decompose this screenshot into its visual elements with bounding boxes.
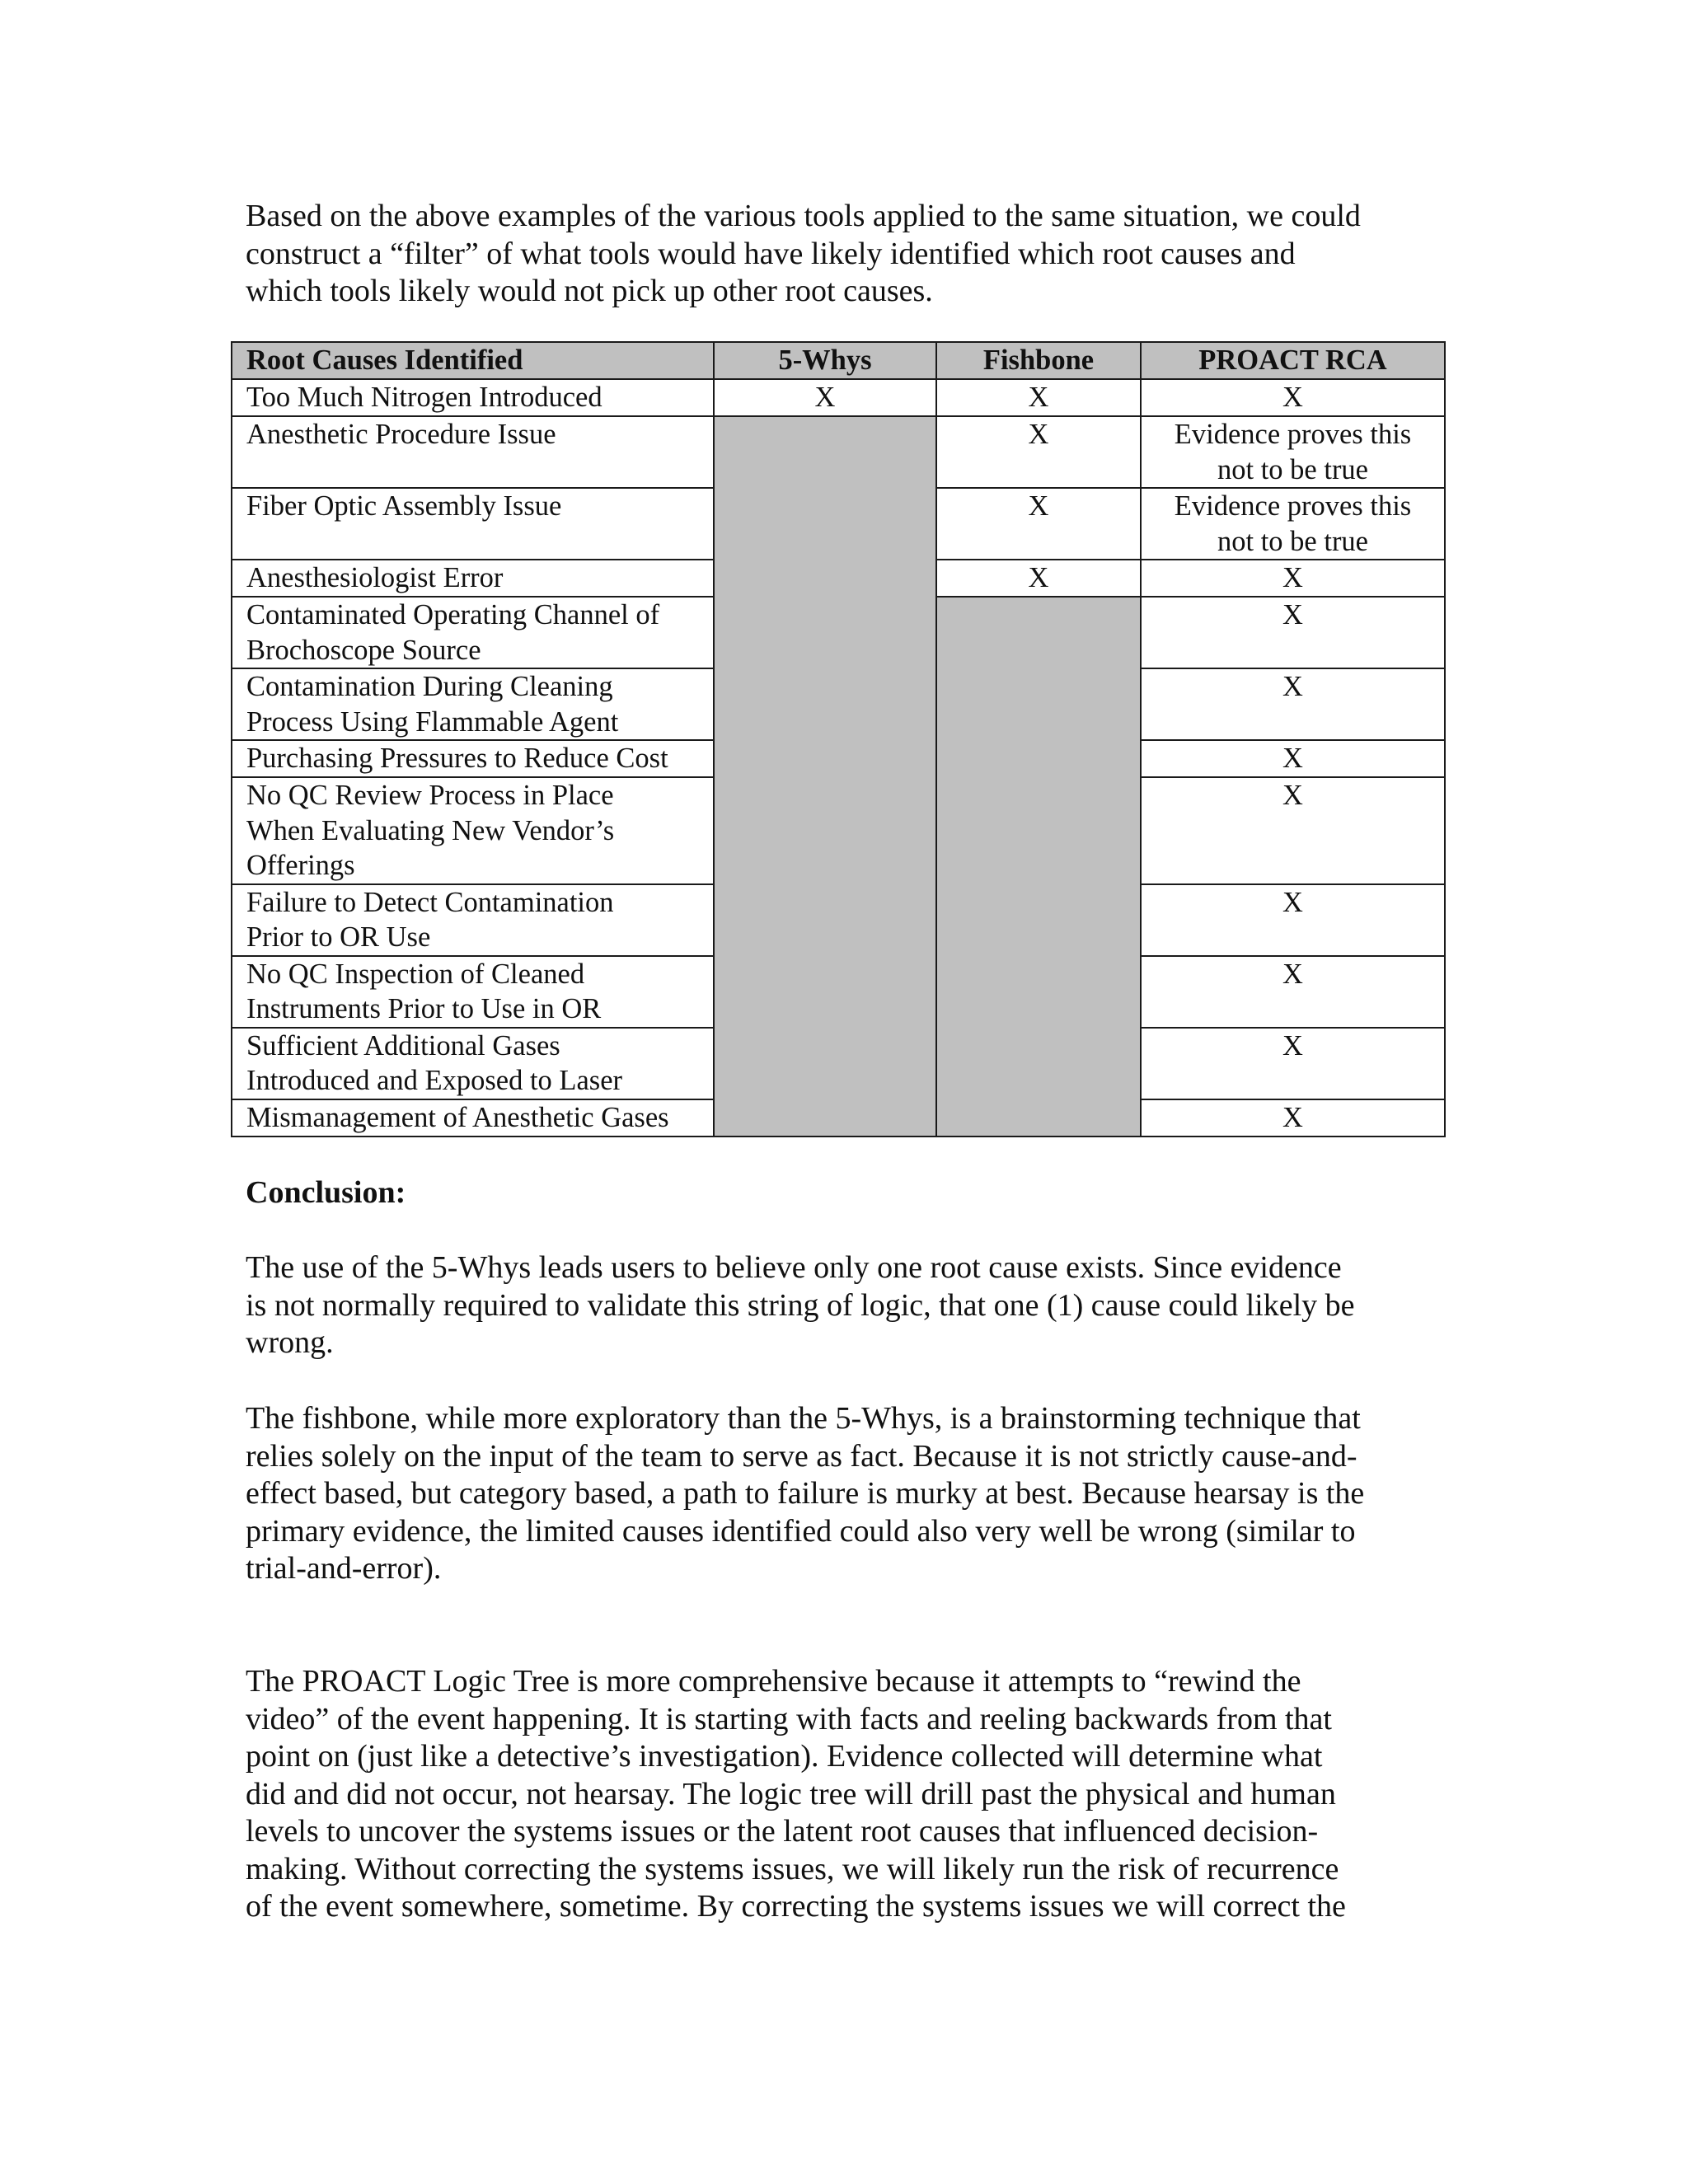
five-whys-paragraph xyxy=(246,1249,1449,1362)
proact-cell xyxy=(1141,560,1445,597)
five-whys-cell: X xyxy=(714,379,936,416)
paragraph-line: The use of the 5-Whys leads users to believe only one root cause exists. Since evidence xyxy=(246,1250,1342,1285)
proact-cell xyxy=(1141,488,1445,560)
proact-text: X xyxy=(1282,1101,1303,1133)
proact-text: Evidence proves this xyxy=(1174,490,1412,522)
paragraph-line: The PROACT Logic Tree is more comprehensive because it attempts to “rewind the xyxy=(246,1664,1301,1699)
intro-paragraph xyxy=(246,198,1449,311)
proact-cell xyxy=(1141,884,1445,956)
cause-text: Contamination During Cleaning xyxy=(246,671,613,702)
fishbone-cell: X xyxy=(936,488,1141,560)
cause-cell xyxy=(232,668,714,740)
table-row xyxy=(232,416,1445,488)
cause-text: Prior to OR Use xyxy=(246,921,431,953)
paragraph-line: video” of the event happening. It is starting with facts and reeling backwards from that xyxy=(246,1701,1332,1736)
fishbone-paragraph xyxy=(246,1400,1449,1588)
proact-cell xyxy=(1141,416,1445,488)
proact-text: not to be true xyxy=(1217,525,1368,557)
cause-text: When Evaluating New Vendor’s xyxy=(246,814,615,846)
proact-cell xyxy=(1141,740,1445,777)
root-cause-table xyxy=(231,341,1446,1137)
paragraph-line: relies solely on the input of the team to serve as fact. Because it is not strictly cause-and- xyxy=(246,1438,1357,1474)
paragraph-line: of the event somewhere, sometime. By correcting the systems issues we will correct the xyxy=(246,1889,1346,1924)
cause-text: Anesthesiologist Error xyxy=(246,562,504,593)
paragraph-line: primary evidence, the limited causes identified could also very well be wrong (similar to xyxy=(246,1513,1356,1549)
proact-text: X xyxy=(1282,886,1303,918)
proact-cell xyxy=(1141,379,1445,416)
header-proact-rca: PROACT RCA xyxy=(1141,342,1445,379)
cause-cell xyxy=(232,560,714,597)
proact-cell xyxy=(1141,956,1445,1028)
proact-cell xyxy=(1141,1028,1445,1099)
cause-text: Mismanagement of Anesthetic Gases xyxy=(246,1101,669,1133)
cause-text: Contaminated Operating Channel of xyxy=(246,599,660,630)
cause-text: No QC Inspection of Cleaned xyxy=(246,958,585,990)
proact-text: not to be true xyxy=(1217,453,1368,485)
paragraph-line: levels to uncover the systems issues or the latent root causes that influenced decision- xyxy=(246,1814,1319,1849)
paragraph-line: point on (just like a detective’s investigation). Evidence collected will determine what xyxy=(246,1739,1323,1774)
proact-text: Evidence proves this xyxy=(1174,419,1412,450)
proact-cell xyxy=(1141,597,1445,668)
paragraph-line: is not normally required to validate this string of logic, that one (1) cause could likely be xyxy=(246,1287,1355,1323)
table-row xyxy=(232,379,1445,416)
fishbone-cell: X xyxy=(936,379,1141,416)
fishbone-cell: X xyxy=(936,560,1141,597)
proact-cell xyxy=(1141,668,1445,740)
cause-text: Brochoscope Source xyxy=(246,634,481,666)
cause-text: No QC Review Process in Place xyxy=(246,780,614,811)
table-header-row xyxy=(232,342,1445,379)
cause-text: Anesthetic Procedure Issue xyxy=(246,419,556,450)
cause-cell xyxy=(232,740,714,777)
conclusion-heading: Conclusion: xyxy=(246,1175,406,1210)
cause-text: Purchasing Pressures to Reduce Cost xyxy=(246,743,668,774)
five-whys-not-identified-shading xyxy=(714,416,936,1137)
intro-line: construct a “filter” of what tools would have likely identified which root causes and xyxy=(246,236,1296,271)
fishbone-cell: X xyxy=(936,416,1141,488)
cause-cell xyxy=(232,777,714,884)
paragraph-line: The fishbone, while more exploratory than the 5-Whys, is a brainstorming technique that xyxy=(246,1401,1361,1436)
cause-text: Process Using Flammable Agent xyxy=(246,705,619,738)
proact-text: X xyxy=(1282,599,1303,630)
header-5-whys: 5-Whys xyxy=(714,342,936,379)
intro-line: which tools likely would not pick up other root causes. xyxy=(246,274,933,308)
proact-text: X xyxy=(1282,382,1303,413)
cause-text: Offerings xyxy=(246,850,355,881)
proact-text: X xyxy=(1282,1029,1303,1062)
paragraph-line: effect based, but category based, a path to failure is murky at best. Because hearsay is the xyxy=(246,1476,1365,1511)
cause-cell xyxy=(232,597,714,668)
proact-text: X xyxy=(1282,743,1303,774)
cause-text: Instruments Prior to Use in OR xyxy=(246,993,602,1024)
cause-cell xyxy=(232,884,714,956)
cause-text: Failure to Detect Contamination xyxy=(246,886,614,918)
paragraph-line: did and did not occur, not hearsay. The logic tree will drill past the physical and human xyxy=(246,1776,1336,1811)
proact-text: X xyxy=(1282,780,1303,811)
cause-cell xyxy=(232,379,714,416)
proact-paragraph xyxy=(246,1663,1449,1926)
cause-text: Fiber Optic Assembly Issue xyxy=(246,490,562,522)
paragraph-line: trial-and-error). xyxy=(246,1551,442,1586)
header-fishbone: Fishbone xyxy=(936,342,1141,379)
cause-cell xyxy=(232,1028,714,1099)
cause-cell xyxy=(232,956,714,1028)
cause-cell xyxy=(232,416,714,488)
proact-text: X xyxy=(1282,958,1303,990)
proact-cell xyxy=(1141,777,1445,884)
cause-cell xyxy=(232,1099,714,1137)
cause-cell xyxy=(232,488,714,560)
paragraph-line: making. Without correcting the systems issues, we will likely run the risk of recurrence xyxy=(246,1851,1339,1886)
proact-cell xyxy=(1141,1099,1445,1137)
proact-text: X xyxy=(1282,562,1303,593)
paragraph-line: wrong. xyxy=(246,1325,334,1360)
cause-text: Too Much Nitrogen Introduced xyxy=(246,382,603,413)
cause-text: Sufficient Additional Gases xyxy=(246,1029,560,1062)
proact-text: X xyxy=(1282,671,1303,702)
cause-text: Introduced and Exposed to Laser xyxy=(246,1065,623,1096)
header-root-causes: Root Causes Identified xyxy=(232,342,714,379)
intro-line: Based on the above examples of the various tools applied to the same situation, we could xyxy=(246,199,1361,233)
fishbone-not-identified-shading xyxy=(936,597,1141,1137)
